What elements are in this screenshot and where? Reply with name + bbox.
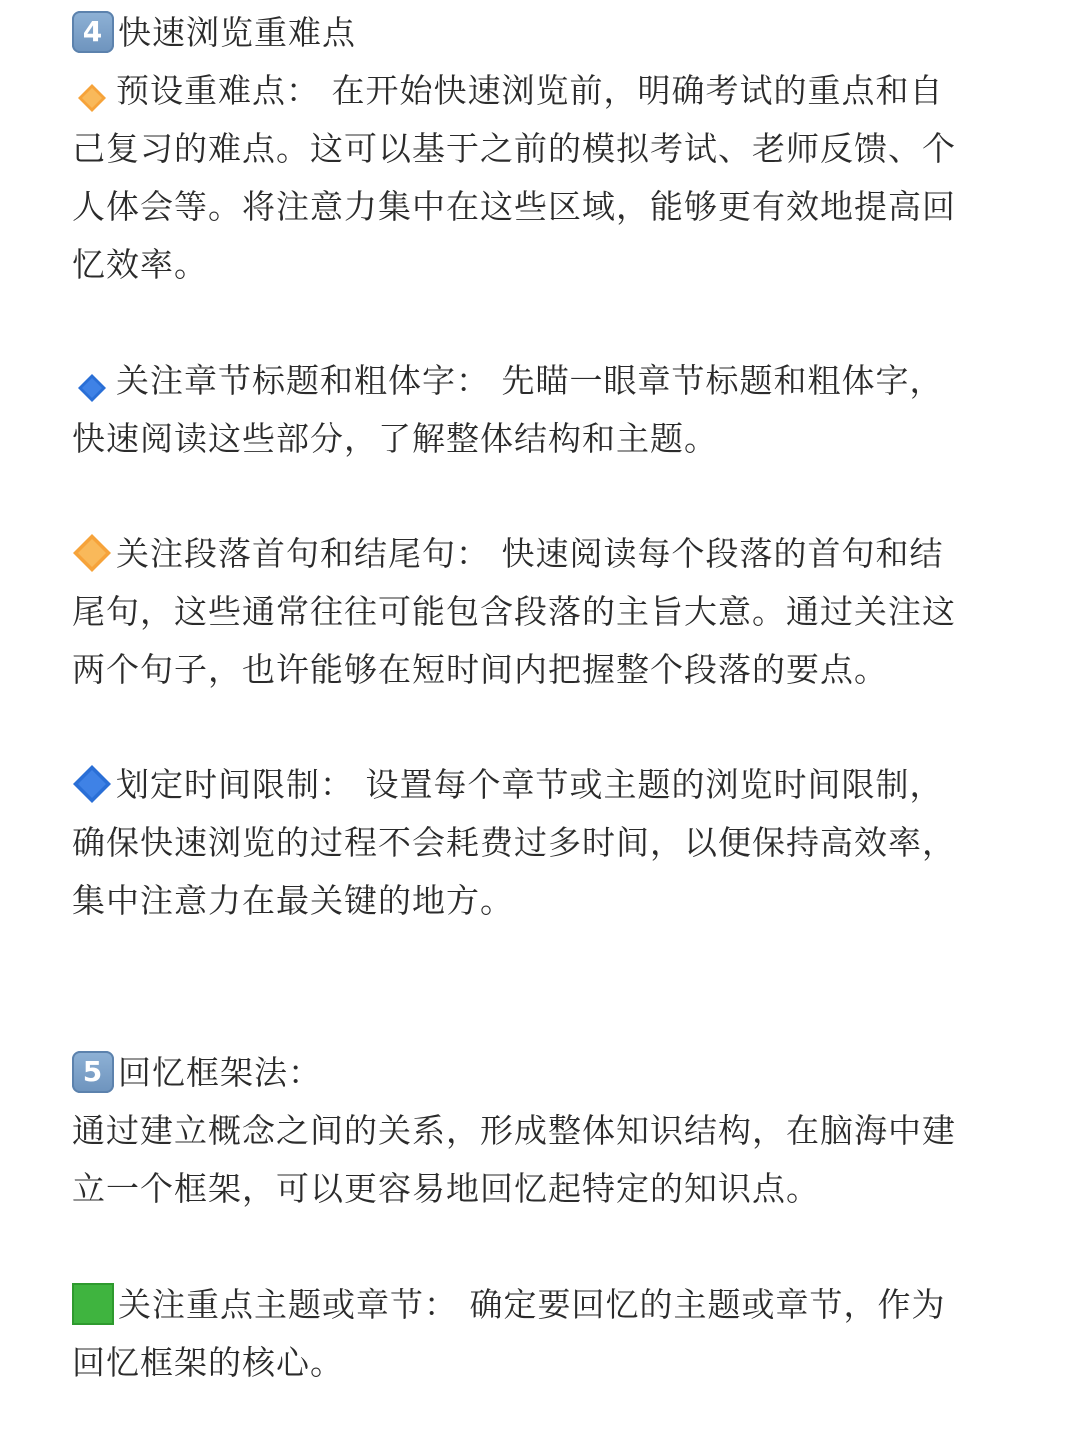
paragraph-chapter-titles (72, 352, 944, 468)
paragraph-line: 人体会等。将注意力集中在这些区域，能够更有效地提高回 (72, 187, 956, 226)
paragraph-line: 划定时间限制： 设置每个章节或主题的浏览时间限制， (72, 756, 956, 814)
paragraph-line: 立一个框架，可以更容易地回忆起特定的知识点。 (72, 1169, 820, 1208)
small-blue-diamond-icon (76, 364, 108, 396)
paragraph-line: 己复习的难点。这可以基于之前的模拟考试、老师反馈、个 (72, 129, 956, 168)
paragraph-focus-key-topics (72, 1276, 946, 1392)
paragraph-line: 关注章节标题和粗体字： 先瞄一眼章节标题和粗体字， (72, 352, 944, 410)
keycap-4-icon: 4 (72, 11, 114, 53)
small-orange-diamond-icon (76, 74, 108, 106)
section-5-heading (72, 1044, 322, 1102)
section-5-intro (72, 1102, 956, 1218)
large-orange-diamond-icon (72, 533, 112, 573)
section-4-heading (72, 4, 356, 62)
paragraph-line: 确保快速浏览的过程不会耗费过多时间，以便保持高效率， (72, 823, 956, 862)
paragraph-line: 关注段落首句和结尾句： 快速阅读每个段落的首句和结 (72, 525, 956, 583)
section-4-title: 快速浏览重难点 (118, 13, 356, 52)
paragraph-line: 两个句子，也许能够在短时间内把握整个段落的要点。 (72, 650, 888, 689)
paragraph-preset-key-points (72, 62, 956, 294)
paragraph-line: 忆效率。 (72, 245, 208, 284)
keycap-5-icon: 5 (72, 1051, 114, 1093)
paragraph-line: 集中注意力在最关键的地方。 (72, 881, 514, 920)
green-square-icon (72, 1283, 114, 1325)
paragraph-line: 关注重点主题或章节： 确定要回忆的主题或章节，作为 (72, 1276, 946, 1334)
paragraph-line: 尾句，这些通常往往可能包含段落的主旨大意。通过关注这 (72, 592, 956, 631)
paragraph-line: 通过建立概念之间的关系，形成整体知识结构，在脑海中建 (72, 1111, 956, 1150)
large-blue-diamond-icon (72, 764, 112, 804)
paragraph-time-limit (72, 756, 956, 930)
paragraph-line: 快速阅读这些部分，了解整体结构和主题。 (72, 419, 718, 458)
section-5-title: 回忆框架法： (118, 1053, 322, 1092)
paragraph-first-last-sentences (72, 525, 956, 699)
paragraph-line: 预设重难点： 在开始快速浏览前，明确考试的重点和自 (72, 62, 956, 120)
paragraph-line: 回忆框架的核心。 (72, 1343, 344, 1382)
